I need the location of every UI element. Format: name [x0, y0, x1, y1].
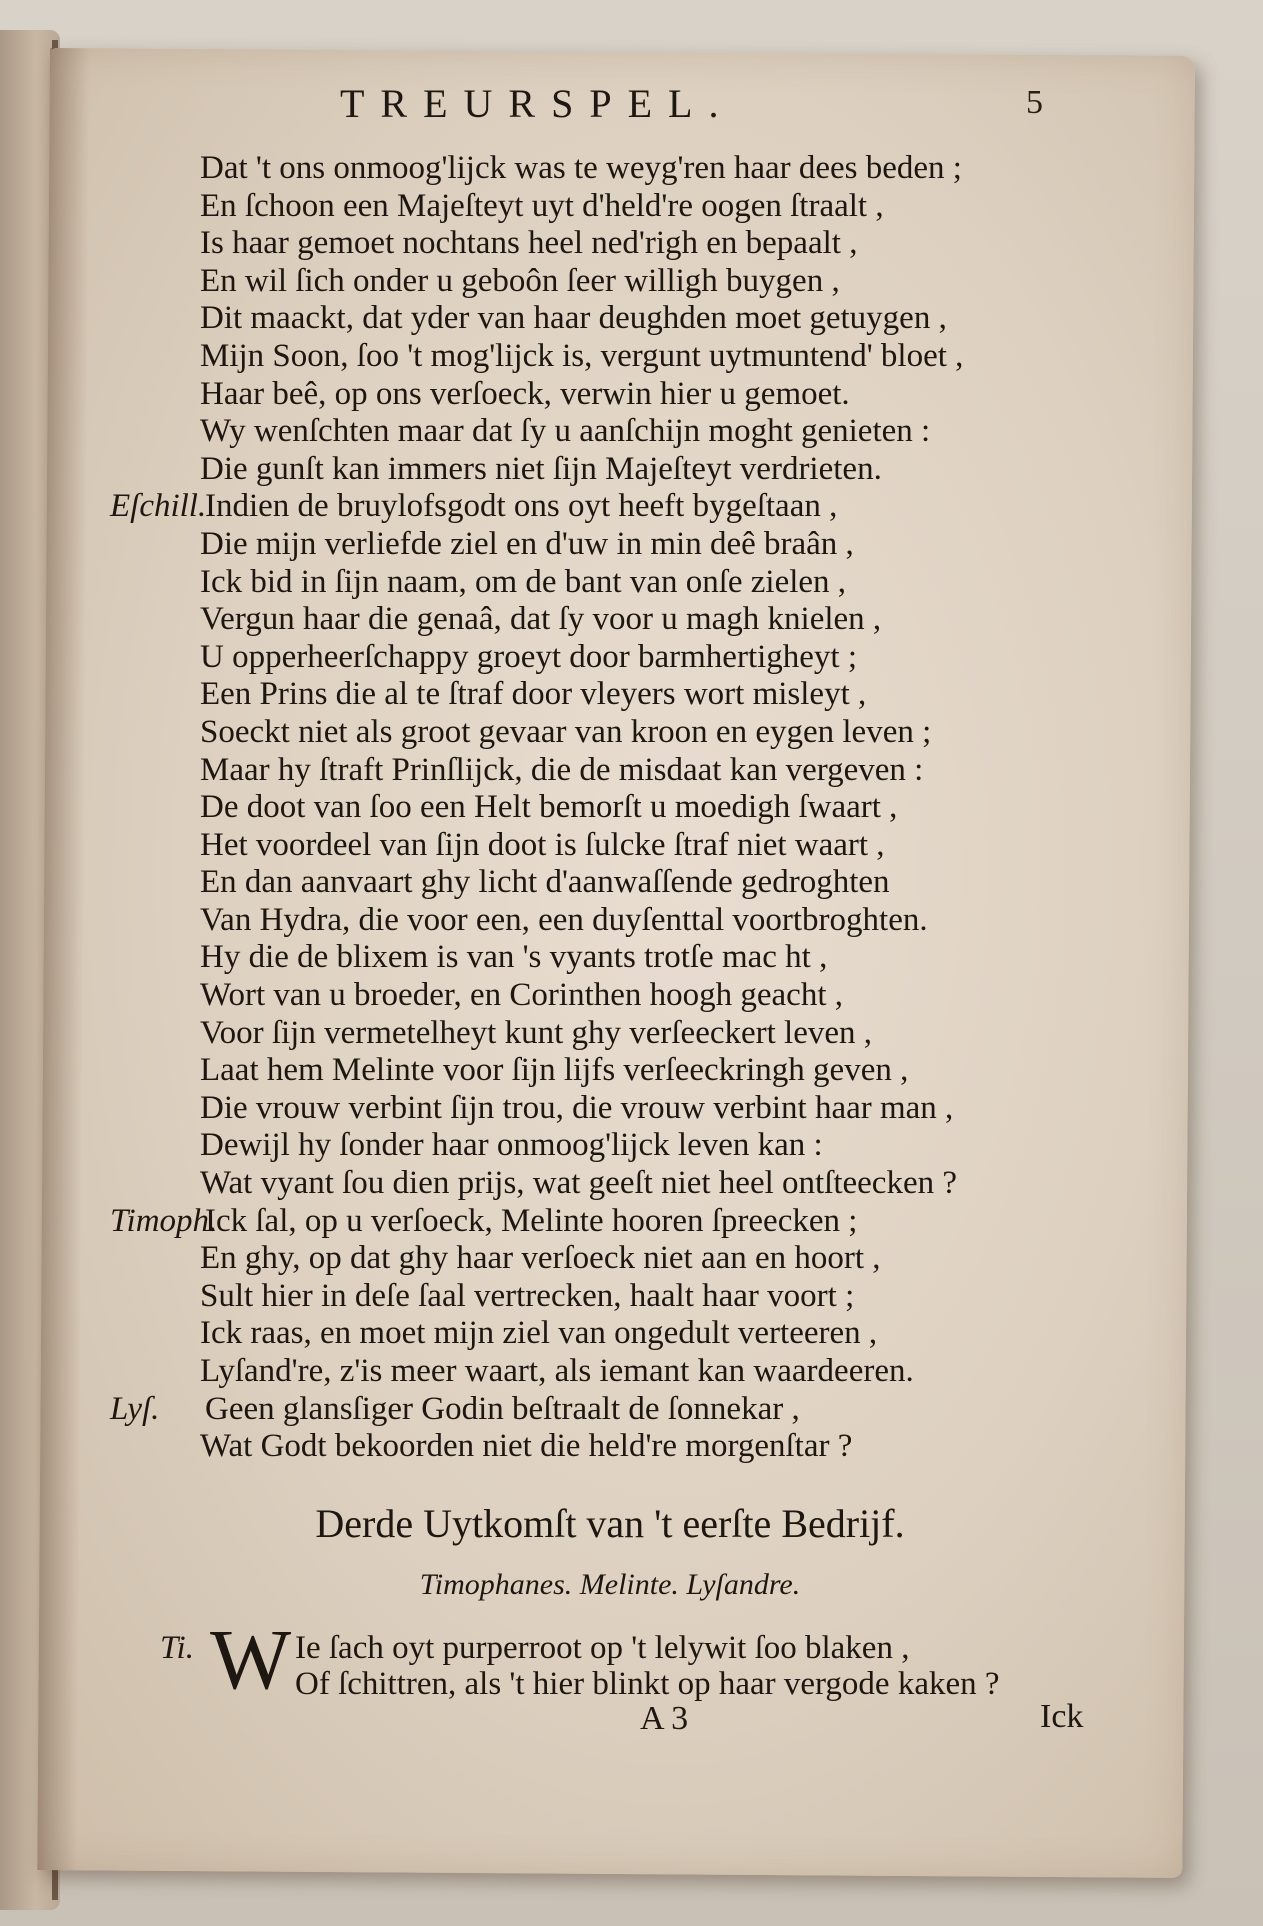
verse-text: En ſchoon een Majeſteyt uyt d'held're oogen ſtraalt , [200, 187, 884, 224]
verse-text: En wil ſich onder u geboôn ſeer willigh buygen , [200, 262, 840, 299]
verse-line [110, 789, 1100, 827]
signature-mark: A 3 [640, 1700, 689, 1737]
verse-line [110, 488, 1100, 526]
verse-text: Dit maackt, dat yder van haar deughden moet getuygen , [200, 300, 947, 337]
running-head: TREURSPEL. [340, 81, 735, 126]
speaker-label: Ti. [160, 1630, 194, 1666]
verse-text: Wat Godt bekoorden niet die held're morgenſtar ? [200, 1428, 853, 1465]
verse-line [110, 714, 1100, 752]
verse-text: Geen glansſiger Godin beſtraalt de ſonnekar , [205, 1390, 800, 1427]
verse-line [110, 1391, 1100, 1429]
verse-line [110, 1165, 1100, 1203]
verse-text: Maar hy ſtraft Prinſlijck, die de misdaat kan vergeven : [200, 751, 924, 788]
verse-text: En dan aanvaart ghy licht d'aanwaſſende gedroghten [200, 864, 890, 901]
verse-text: Sult hier in deſe ſaal vertrecken, haalt haar voort ; [200, 1277, 855, 1314]
verse-line [110, 977, 1100, 1015]
verse-line [110, 1428, 1100, 1466]
verse-line [110, 413, 1100, 451]
verse-text: Wat vyant ſou dien prijs, wat geeſt niet heel ontſteecken ? [200, 1165, 958, 1202]
verse-text: Ick raas, en moet mijn ziel van ongedult verteeren , [200, 1315, 878, 1352]
verse-line [110, 601, 1100, 639]
verse-line [110, 526, 1100, 564]
verse-line: Of ſchittren, als 't hier blinkt op haar vergode kaken ? [295, 1666, 1000, 1702]
verse-text: Dat 't ons onmoog'lijck was te weyg'ren haar dees beden ; [200, 150, 962, 186]
verse-text: Ick ſal, op u verſoeck, Melinte hooren ſpreecken ; [205, 1202, 858, 1239]
page-mark: 5 [1026, 84, 1043, 121]
verse-block [110, 150, 1100, 1466]
verse-text: Ick bid in ſijn naam, om de bant van onſe zielen , [200, 563, 847, 600]
speaker-label: Lyſ. [110, 1390, 160, 1427]
verse-line [110, 338, 1100, 376]
verse-line [110, 263, 1100, 301]
verse-line [110, 639, 1100, 677]
verse-text: Is haar gemoet nochtans heel ned'righ en bepaalt , [200, 225, 858, 262]
verse-text: Het voordeel van ſijn doot is ſulcke ſtraf niet waart , [200, 826, 885, 863]
verse-line [110, 864, 1100, 902]
verse-line [110, 1015, 1100, 1053]
verse-line [110, 300, 1100, 338]
verse-text: De doot van ſoo een Helt bemorſt u moedigh ſwaart , [200, 789, 898, 826]
verse-line [110, 752, 1100, 790]
verse-line [110, 1127, 1100, 1165]
verse-text: Lyſand're, z'is meer waart, als iemant kan waardeeren. [200, 1353, 914, 1389]
verse-line [110, 1240, 1100, 1278]
verse-text: Voor ſijn vermetelheyt kunt ghy verſeeckert leven , [200, 1014, 873, 1051]
verse-text: Die mijn verliefde ziel en d'uw in min deê braân , [200, 525, 854, 562]
verse-line [110, 1278, 1100, 1316]
verse-text: Hy die de blixem is van 's vyants trotſe mac ht , [200, 939, 828, 976]
verse-line [110, 1315, 1100, 1353]
verse-line [110, 188, 1100, 226]
speaker-label: Eſchill. [110, 488, 207, 525]
verse-text: Een Prins die al te ſtraf door vleyers wort misleyt , [200, 676, 867, 713]
verse-line [110, 225, 1100, 263]
section-title: Derde Uytkomſt van 't eerſte Bedrijf. [315, 1501, 905, 1546]
verse-text: Laat hem Melinte voor ſijn lijfs verſeeckringh geven , [200, 1052, 909, 1089]
verse-line [110, 150, 1100, 188]
verse-line: Ie ſach oyt purperroot op 't lelywit ſoo blaken , [295, 1630, 910, 1666]
drop-cap: W [210, 1611, 292, 1707]
verse-text: Mijn Soon, ſoo 't mog'lijck is, vergunt uytmuntend' bloet , [200, 337, 964, 374]
verse-text: Wort van u broeder, en Corinthen hoogh geacht , [200, 977, 844, 1014]
verse-line [110, 902, 1100, 940]
verse-line [110, 1090, 1100, 1128]
verse-text: Indien de bruylofsgodt ons oyt heeft bygeſtaan , [205, 488, 838, 525]
speaker-label: Timoph. [110, 1202, 218, 1239]
catchword: Ick [1040, 1698, 1084, 1735]
verse-text: Dewijl hy ſonder haar onmoog'lijck leven kan : [200, 1127, 823, 1164]
verse-line [110, 564, 1100, 602]
verse-line [110, 939, 1100, 977]
verse-line [110, 1203, 1100, 1241]
verse-text: Soeckt niet als groot gevaar van kroon en eygen leven ; [200, 713, 932, 750]
verse-line [110, 451, 1100, 489]
verse-line [110, 676, 1100, 714]
cast-list: Timophanes. Melinte. Lyſandre. [419, 1568, 801, 1601]
verse-text: En ghy, op dat ghy haar verſoeck niet aan en hoort , [200, 1240, 881, 1277]
verse-text: Die gunſt kan immers niet ſijn Majeſteyt verdrieten. [200, 450, 882, 487]
verse-text: Vergun haar die genaâ, dat ſy voor u magh knielen , [200, 601, 882, 638]
verse-line [110, 376, 1100, 414]
verse-line [110, 1353, 1100, 1391]
verse-text: Die vrouw verbint ſijn trou, die vrouw verbint haar man , [200, 1089, 954, 1126]
verse-text: Haar beê, op ons verſoeck, verwin hier u gemoet. [200, 375, 850, 412]
verse-text: Wy wenſchten maar dat ſy u aanſchijn moght genieten : [200, 413, 931, 450]
verse-text: Van Hydra, die voor een, een duyſenttal voortbroghten. [200, 901, 928, 938]
verse-line [110, 1052, 1100, 1090]
verse-line [110, 827, 1100, 865]
verse-text: U opperheerſchappy groeyt door barmhertigheyt ; [200, 638, 858, 675]
